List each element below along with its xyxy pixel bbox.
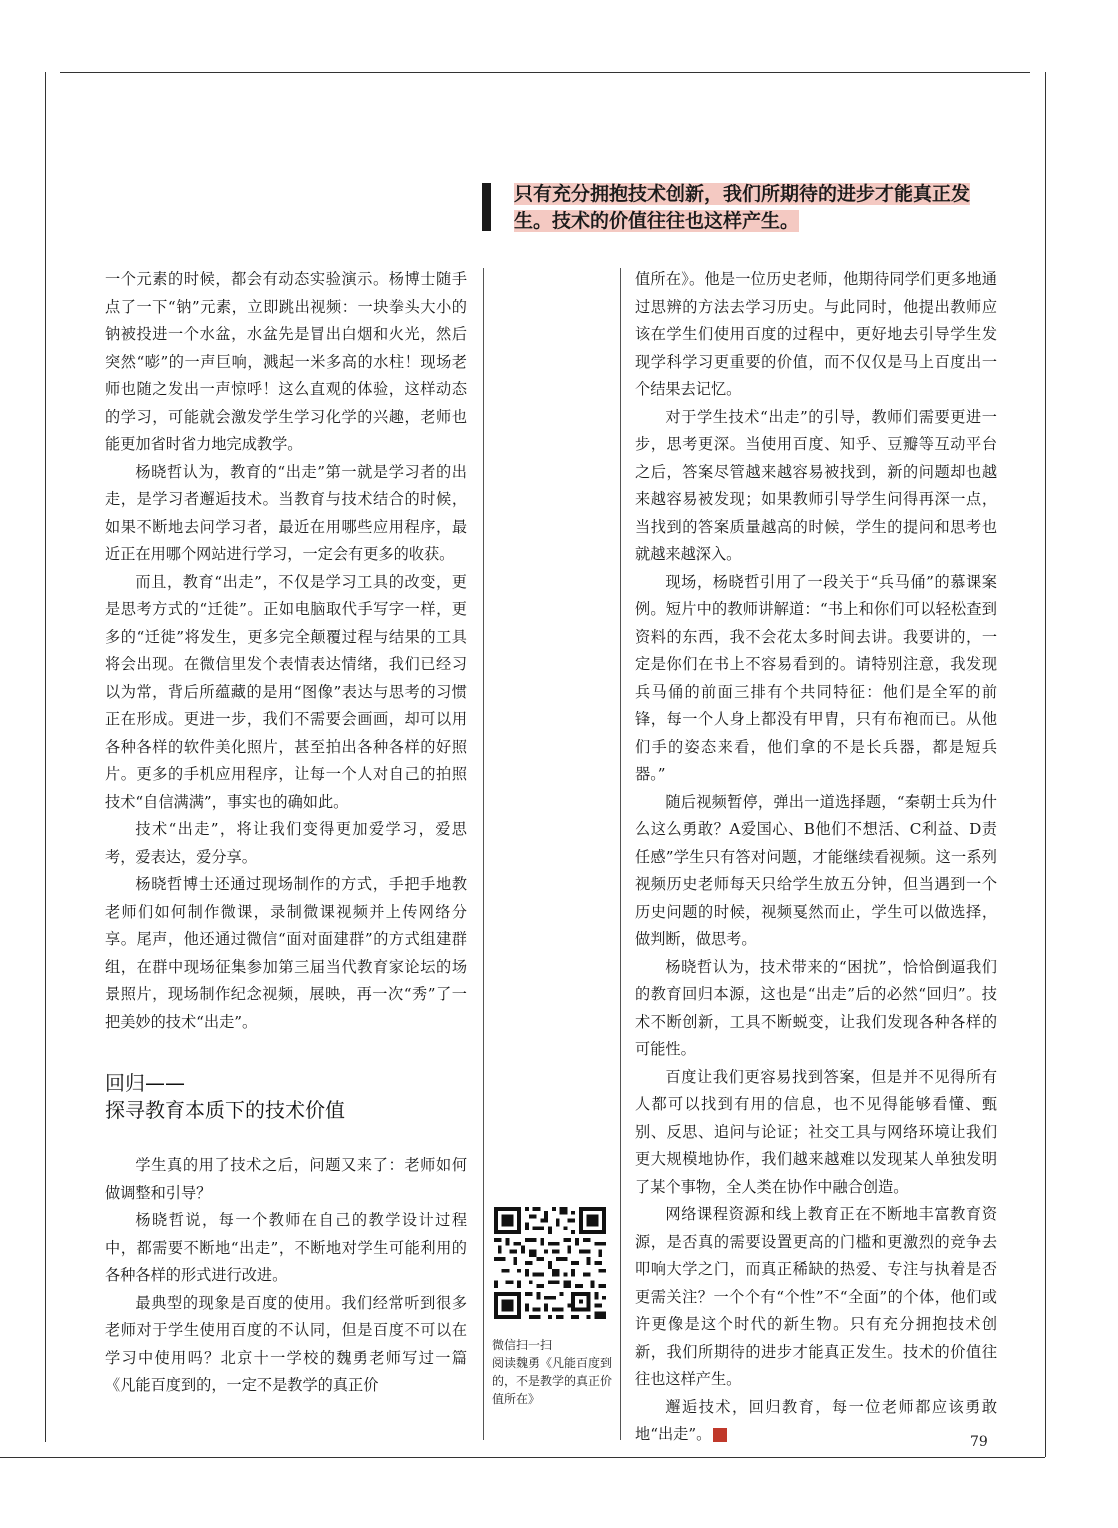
paragraph: 值所在》。他是一位历史老师，他期待同学们更多地通过思辨的方法去学习历史。与此同时，他提出教师应该在学生们使用百度的过程中，更好地去引导学生发现学科学习更重要的价值，而不仅仅是马上百度出一个结果去记忆。: [635, 270, 997, 398]
paragraph: 现场，杨晓哲引用了一段关于“兵马俑”的慕课案例。短片中的教师讲解道：“书上和你们可以轻松查到资料的东西，我不会花太多时间去讲。我要讲的，一定是你们在书上不容易看到的。请特别注意，我发现兵马俑的前面三排有个共同特征：他们是全军的前锋，每一个人身上都没有甲胄，只有布袍而已。从他们手的姿态来看，他们拿的不是长兵器，都是短兵器。”: [635, 572, 997, 783]
paragraph: 杨晓哲认为，教育的“出走”第一就是学习者的出走，是学习者邂逅技术。当教育与技术结合的时候，如果不断地去问学习者，最近在用哪些应用程序，最近正在用哪个网站进行学习，一定会有更多的收获。: [105, 462, 467, 563]
right-column: [635, 266, 997, 1449]
paragraph: 技术“出走”，将让我们变得更加爱学习，爱思考，爱表达，爱分享。: [105, 820, 467, 866]
paragraph: 杨晓哲博士还通过现场制作的方式，手把手地教老师们如何制作微课，录制微课视频并上传网络分享。尾声，他还通过微信“面对面建群”的方式组建群组，在群中现场征集参加第三届当代教育家论坛的场景照片，现场制作纪念视频，展映，再一次“秀”了一把美妙的技术“出走”。: [105, 875, 467, 1031]
paragraph: 最典型的现象是百度的使用。我们经常听到很多老师对于学生使用百度的不认同，但是百度不可以在学习中使用吗？北京十一学校的魏勇老师写过一篇《凡能百度到的，一定不是教学的真正价: [105, 1293, 467, 1394]
paragraph: 而且，教育“出走”，不仅是学习工具的改变，更是思考方式的“迁徙”。正如电脑取代手写字一样，更多的“迁徙”将发生，更多完全颠覆过程与结果的工具将会出现。在微信里发个表情表达情绪，我们已经习以为常，背后所蕴藏的是用“图像”表达与思考的习惯正在形成。更进一步，我们不需要会画画，却可以用各种各样的软件美化照片，甚至拍出各种各样的好照片。更多的手机应用程序，让每一个人对自己的拍照技术“自信满满”，事实也的确如此。: [105, 572, 467, 811]
end-mark-icon: 家: [713, 1428, 727, 1442]
paragraph-final: [635, 1394, 997, 1449]
pull-quote-text: 只有充分拥抱技术创新，我们所期待的进步才能真正发生。技术的价值往往也这样产生。: [514, 183, 971, 232]
page-number: 79: [970, 1434, 988, 1450]
bottom-rule: [0, 1457, 1045, 1458]
section-heading-line1: 回归——: [105, 1071, 185, 1095]
paragraph: 杨晓哲说，每一个教师在自己的教学设计过程中，都需要不断地“出走”，不断地对学生可能利用的各种各样的形式进行改进。: [105, 1211, 467, 1284]
paragraph: 杨晓哲认为，技术带来的“困扰”，恰恰倒逼我们的教育回归本源，这也是“出走”后的必然“回归”。技术不断创新，工具不断蜕变，让我们发现各种各样的可能性。: [635, 957, 997, 1058]
right-rule: [1045, 72, 1046, 1457]
qr-code[interactable]: [494, 1207, 606, 1319]
qr-caption-line2: 阅读魏勇《凡能百度到的，不是教学的真正价值所在》: [492, 1356, 613, 1406]
paragraph: 网络课程资源和线上教育正在不断地丰富教育资源，是否真的需要设置更高的门槛和更激烈的竞争去叩响大学之门，而真正稀缺的热爱、专注与执着是否更需关注？一个个有“个性”不“全面”的个体，他们或许更像是这个时代的新生物。只有充分拥抱技术创新，我们所期待的进步才能真正发生。技术的价值往往也这样产生。: [635, 1205, 997, 1388]
final-text: 邂逅技术，回归教育，每一位老师都应该勇敢地“出走”。: [635, 1397, 997, 1443]
column-divider-left: [483, 268, 484, 1440]
section-heading: [105, 1070, 467, 1124]
paragraph: 一个元素的时候，都会有动态实验演示。杨博士随手点了一下“钠”元素，立即跳出视频：一块拳头大小的钠被投进一个水盆，水盆先是冒出白烟和火光，然后突然“嘭”的一声巨响，溅起一米多高的水柱！现场老师也随之发出一声惊呼！这么直观的体验，这样动态的学习，可能就会激发学生学习化学的兴趣，老师也能更加省时省力地完成教学。: [105, 270, 467, 453]
section-heading-line2: 探寻教育本质下的技术价值: [105, 1098, 345, 1122]
left-column: [105, 266, 467, 1400]
paragraph: 对于学生技术“出走”的引导，教师们需要更进一步，思考更深。当使用百度、知乎、豆瓣等互动平台之后，答案尽管越来越容易被找到，新的问题却也越来越容易被发现；如果教师引导学生问得再深一点，当找到的答案质量越高的时候，学生的提问和思考也就越来越深入。: [635, 407, 997, 563]
qr-caption: [492, 1336, 612, 1408]
qr-caption-line1: 微信扫一扫: [492, 1338, 553, 1352]
column-divider-right: [620, 268, 621, 1440]
paragraph: 百度让我们更容易找到答案，但是并不见得所有人都可以找到有用的信息，也不见得能够看懂、甄别、反思、追问与论证；社交工具与网络环境让我们更大规模地协作，我们越来越难以发现某人单独发明了某个事物，全人类在协作中融合创造。: [635, 1067, 997, 1196]
top-rule: [60, 72, 1030, 73]
pull-quote-bar: [482, 183, 491, 231]
pull-quote: [514, 181, 1006, 235]
left-rule: [45, 72, 46, 1442]
paragraph: 随后视频暂停，弹出一道选择题，“秦朝士兵为什么这么勇敢？A爱国心、B他们不想活、C利益、D责任感”学生只有答对问题，才能继续看视频。这一系列视频历史老师每天只给学生放五分钟，但当遇到一个历史问题的时候，视频戛然而止，学生可以做选择，做判断，做思考。: [635, 792, 997, 948]
paragraph: 学生真的用了技术之后，问题又来了：老师如何做调整和引导？: [105, 1156, 467, 1202]
